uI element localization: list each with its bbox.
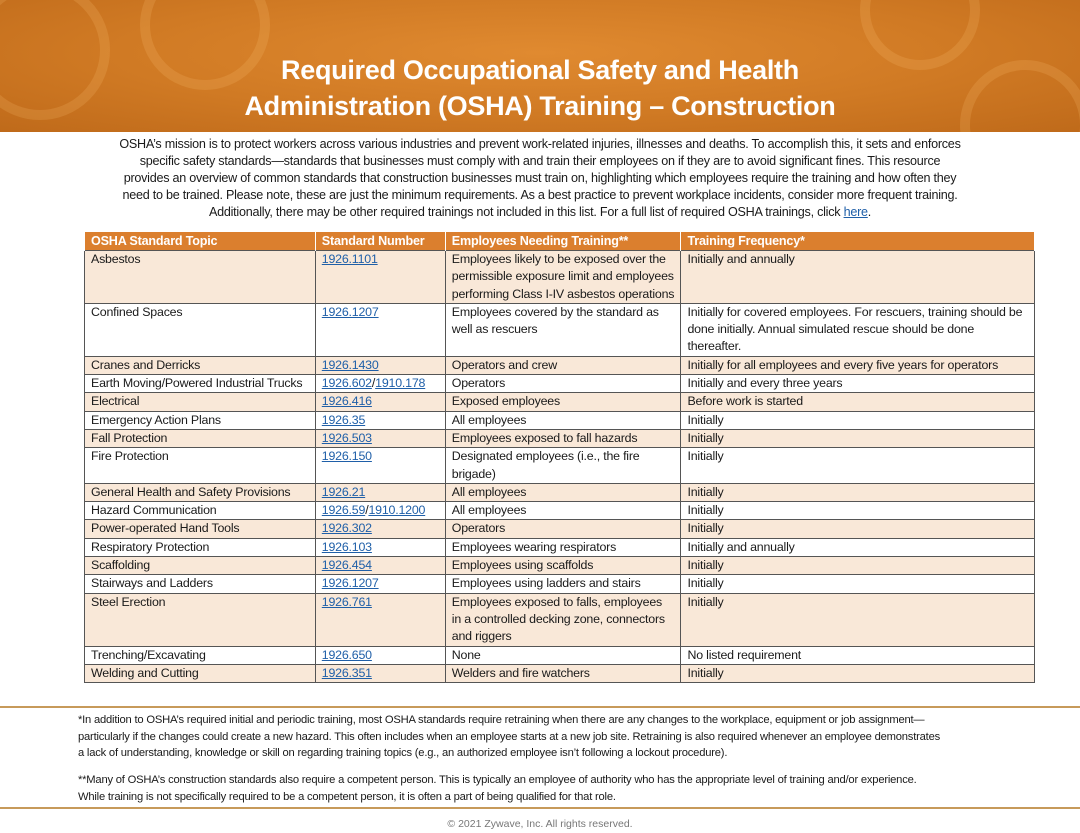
standard-link[interactable]: 1926.103 [321, 539, 372, 554]
employees-cell: All employees [445, 483, 681, 501]
footnote-retraining [78, 712, 1018, 762]
standard-cell [315, 502, 445, 520]
intro-paragraph [40, 136, 1040, 221]
standard-link[interactable]: 1926.59 [321, 503, 366, 518]
frequency-cell: No listed requirement [681, 646, 1035, 664]
standard-link[interactable]: 1926.503 [321, 430, 372, 445]
table-row [85, 411, 1035, 429]
standard-cell [315, 356, 445, 374]
frequency-cell: Initially [681, 483, 1035, 501]
standard-link[interactable]: 1926.1207 [321, 304, 379, 319]
frequency-cell: Initially and every three years [681, 375, 1035, 393]
employees-cell: Employees likely to be exposed over the permissible exposure limit and employees performing Class I-IV asbestos operations [445, 251, 681, 304]
table-row [85, 375, 1035, 393]
osha-trainings-link[interactable]: here [843, 205, 868, 219]
topic-cell: Respiratory Protection [85, 538, 316, 556]
frequency-cell: Initially [681, 575, 1035, 593]
frequency-cell: Initially and annually [681, 538, 1035, 556]
topic-cell: Electrical [85, 393, 316, 411]
employees-cell: Welders and fire watchers [445, 664, 681, 682]
frequency-cell: Initially [681, 448, 1035, 484]
employees-cell: Designated employees (i.e., the fire brigade) [445, 448, 681, 484]
intro-period: . [867, 205, 872, 219]
column-header-employees: Employees Needing Training** [445, 232, 681, 251]
standard-link[interactable]: 1926.1207 [321, 576, 379, 591]
intro-line: specific safety standards—standards that businesses must comply with and train their employees on if they are to avoid significant fines. This resource [139, 154, 941, 168]
employees-cell: Employees exposed to falls, employees in a controlled decking zone, connectors and riggers [445, 593, 681, 646]
table-row [85, 593, 1035, 646]
topic-cell: Steel Erection [85, 593, 316, 646]
separator: / [371, 376, 376, 391]
topic-cell: Power-operated Hand Tools [85, 520, 316, 538]
topic-cell: Trenching/Excavating [85, 646, 316, 664]
standard-cell [315, 411, 445, 429]
intro-line: need to be trained. Please note, these are just the minimum requirements. As a best practice to prevent workplace incidents, consider more frequent training. [122, 188, 958, 202]
table-row [85, 557, 1035, 575]
table-row [85, 646, 1035, 664]
standard-link[interactable]: 1926.150 [321, 449, 372, 464]
standard-link[interactable]: 1926.21 [321, 484, 366, 499]
employees-cell: Employees exposed to fall hazards [445, 429, 681, 447]
topic-cell: Welding and Cutting [85, 664, 316, 682]
topic-cell: Fire Protection [85, 448, 316, 484]
topic-cell: Asbestos [85, 251, 316, 304]
standard-cell [315, 448, 445, 484]
standard-link[interactable]: 1926.1430 [321, 357, 379, 372]
divider [0, 807, 1080, 809]
intro-line-text: Additionally, there may be other required trainings not included in this list. For a full list of required OSHA trainings, click [208, 205, 841, 219]
intro-line: OSHA’s mission is to protect workers across various industries and prevent work-related injuries, illnesses and deaths. To accomplish this, it sets and enforces [119, 137, 961, 151]
note-line: *In addition to OSHA’s required initial and periodic training, most OSHA standards require retraining when there are any changes to the workplace, equipment or job assignment— [78, 714, 925, 726]
employees-cell: Operators [445, 520, 681, 538]
standard-cell [315, 429, 445, 447]
employees-cell: Operators and crew [445, 356, 681, 374]
standard-cell [315, 646, 445, 664]
column-header-topic: OSHA Standard Topic [85, 232, 316, 251]
frequency-cell: Before work is started [681, 393, 1035, 411]
standard-cell [315, 483, 445, 501]
table-row [85, 356, 1035, 374]
table-row [85, 520, 1035, 538]
employees-cell: Exposed employees [445, 393, 681, 411]
standard-link[interactable]: 1910.178 [375, 376, 426, 391]
frequency-cell: Initially [681, 502, 1035, 520]
title-line: Administration (OSHA) Training – Construction [244, 91, 836, 121]
table-row [85, 538, 1035, 556]
frequency-cell: Initially and annually [681, 251, 1035, 304]
standard-link[interactable]: 1926.602 [321, 376, 372, 391]
standard-cell [315, 538, 445, 556]
employees-cell: Employees using ladders and stairs [445, 575, 681, 593]
intro-line [40, 204, 1040, 221]
footnote-competent-person [78, 772, 1018, 805]
standard-link[interactable]: 1926.302 [321, 521, 372, 536]
table-row [85, 502, 1035, 520]
table-row [85, 251, 1035, 304]
employees-cell: Operators [445, 375, 681, 393]
header-banner [0, 0, 1080, 132]
frequency-cell: Initially [681, 411, 1035, 429]
standard-link[interactable]: 1926.416 [321, 394, 372, 409]
topic-cell: Confined Spaces [85, 303, 316, 356]
standard-cell [315, 303, 445, 356]
frequency-cell: Initially for all employees and every five years for operators [681, 356, 1035, 374]
frequency-cell: Initially [681, 557, 1035, 575]
standard-cell [315, 375, 445, 393]
table-header-row [85, 232, 1035, 251]
standard-link[interactable]: 1926.454 [321, 558, 372, 573]
topic-cell: Stairways and Ladders [85, 575, 316, 593]
divider [0, 706, 1080, 708]
note-line: a lack of understanding, knowledge or skill on regarding training topics (e.g., an authorized employee isn’t following a lockout procedure). [78, 747, 728, 759]
standard-link[interactable]: 1926.1101 [321, 252, 378, 266]
topic-cell: Scaffolding [85, 557, 316, 575]
frequency-cell: Initially [681, 520, 1035, 538]
topic-cell: Hazard Communication [85, 502, 316, 520]
table-body [85, 251, 1035, 683]
frequency-cell: Initially for covered employees. For rescuers, training should be done initially. Annual simulated rescue should be done thereafter. [681, 303, 1035, 356]
standard-link[interactable]: 1926.650 [321, 647, 372, 662]
copyright: © 2021 Zywave, Inc. All rights reserved. [447, 818, 633, 830]
table-row [85, 575, 1035, 593]
title-line: Required Occupational Safety and Health [281, 55, 799, 85]
employees-cell: All employees [445, 502, 681, 520]
topic-cell: Cranes and Derricks [85, 356, 316, 374]
topic-cell: Earth Moving/Powered Industrial Trucks [85, 375, 316, 393]
table-row [85, 429, 1035, 447]
table-row [85, 664, 1035, 682]
employees-cell: Employees covered by the standard as well as rescuers [445, 303, 681, 356]
table-row [85, 393, 1035, 411]
topic-cell: General Health and Safety Provisions [85, 483, 316, 501]
standard-link[interactable]: 1926.351 [321, 665, 372, 680]
osha-training-table [84, 231, 1035, 683]
table-row [85, 303, 1035, 356]
frequency-cell: Initially [681, 429, 1035, 447]
standard-cell [315, 393, 445, 411]
standard-cell [315, 557, 445, 575]
employees-cell: None [445, 646, 681, 664]
standard-link[interactable]: 1926.761 [321, 594, 372, 609]
topic-cell: Fall Protection [85, 429, 316, 447]
table-row [85, 448, 1035, 484]
standard-cell [315, 575, 445, 593]
standard-cell [315, 520, 445, 538]
note-line: While training is not specifically required to be a competent person, it is often a part of being qualified for that role. [78, 790, 616, 803]
employees-cell: Employees using scaffolds [445, 557, 681, 575]
frequency-cell: Initially [681, 664, 1035, 682]
employees-cell: All employees [445, 411, 681, 429]
employees-cell: Employees wearing respirators [445, 538, 681, 556]
note-line: **Many of OSHA’s construction standards also require a competent person. This is typically an employee of authority who has the appropriate level of training and/or experience. [78, 774, 917, 786]
page-title [0, 52, 1080, 124]
standard-link[interactable]: 1926.35 [321, 412, 366, 427]
topic-cell: Emergency Action Plans [85, 411, 316, 429]
column-header-standard: Standard Number [315, 232, 445, 251]
intro-line: provides an overview of common standards that construction businesses must train on, highlighting which employees require the training and how often they [123, 171, 957, 185]
standard-cell [315, 593, 445, 646]
column-header-frequency: Training Frequency* [681, 232, 1035, 251]
separator: / [365, 503, 369, 518]
frequency-cell: Initially [681, 593, 1035, 646]
table-row [85, 483, 1035, 501]
standard-cell [315, 251, 445, 304]
note-line: particularly if the changes could create a new hazard. This often includes when an employee starts at a new job site. Retraining is also required whenever an employee demonstrates [78, 730, 940, 743]
standard-cell [315, 664, 445, 682]
standard-link[interactable]: 1910.1200 [368, 503, 426, 518]
